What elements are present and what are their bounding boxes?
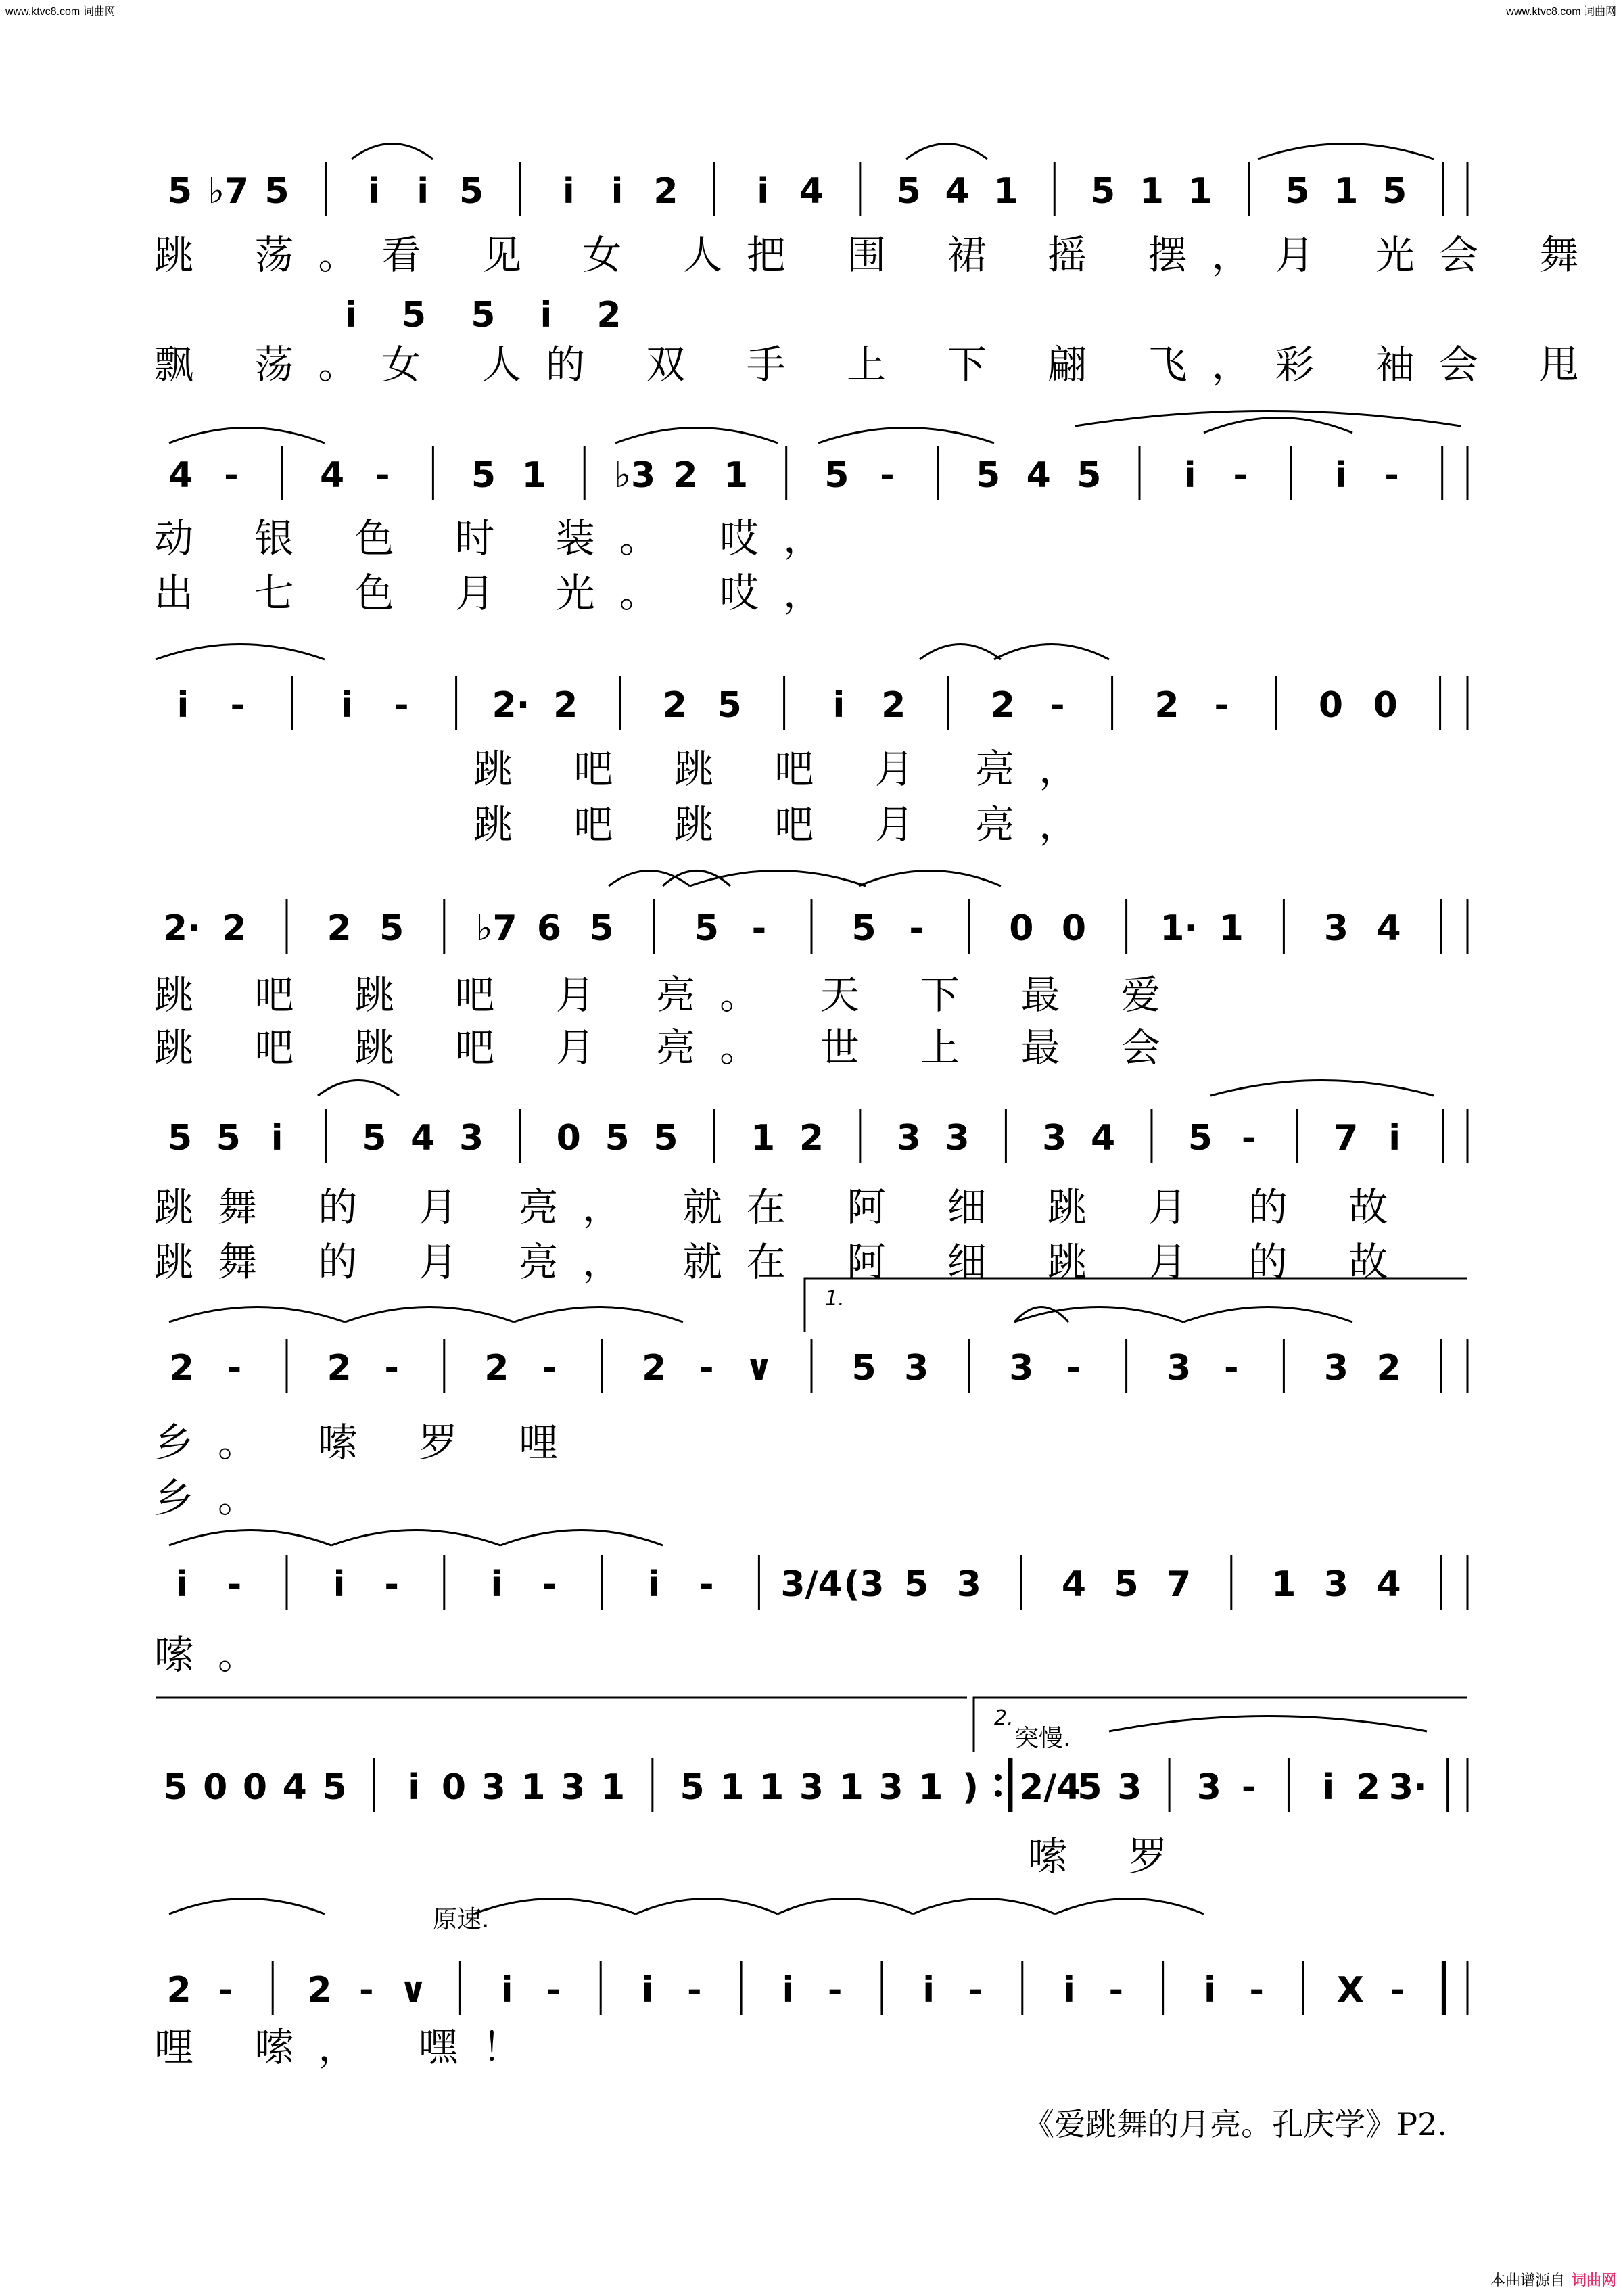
note: ∨	[398, 1970, 428, 2011]
note: 4	[410, 1118, 436, 1158]
note: 3	[1323, 1348, 1349, 1388]
note: 1	[521, 455, 546, 496]
lyrics-s7: 嗦。	[154, 1632, 282, 1678]
repeat-dot	[995, 1774, 1002, 1781]
lyrics-s5-v2: 跳舞 的 月 亮， 就在 阿 细 跳 月 的 故	[154, 1239, 1413, 1285]
note: 4	[1026, 455, 1051, 496]
footer-site-logo: 词曲网	[1571, 2272, 1616, 2289]
slur	[859, 871, 1001, 887]
note: -	[384, 1348, 399, 1388]
note: -	[1050, 685, 1065, 726]
note: 3	[481, 1767, 506, 1808]
note: i	[641, 1970, 654, 2011]
lyrics-s2-v1: 动 银 色 时 装。 哎，	[154, 515, 847, 561]
note: 5	[264, 171, 289, 212]
note: 1	[1219, 908, 1244, 949]
note: -	[699, 1348, 714, 1388]
note: 5	[904, 1564, 929, 1605]
lyrics-s6-v2: 乡。	[154, 1475, 282, 1521]
volta-bracket	[805, 1278, 1467, 1332]
slur	[1014, 1307, 1183, 1323]
footer-source-label: 本曲谱源自	[1490, 2272, 1565, 2289]
note: 2/4	[1019, 1767, 1081, 1808]
note: 5	[589, 908, 614, 949]
note: 4	[799, 171, 824, 212]
note: -	[542, 1564, 557, 1605]
extra-notes-s1: i 5 5 i 2	[345, 295, 638, 335]
repeat-dot	[995, 1790, 1002, 1797]
slur	[500, 1530, 663, 1546]
note: 1	[1334, 171, 1359, 212]
note: 1	[521, 1767, 546, 1808]
note: ♭3	[614, 455, 656, 496]
slur	[1210, 1081, 1434, 1096]
note: 5	[1091, 171, 1116, 212]
note: X	[1336, 1970, 1364, 2011]
note: 1	[759, 1767, 784, 1808]
slur	[331, 1530, 500, 1546]
note: 2·	[162, 908, 201, 949]
note: 1	[600, 1767, 626, 1808]
slur	[1204, 418, 1352, 434]
volta-number: 2.	[994, 1706, 1014, 1730]
note: 4	[1376, 1564, 1401, 1605]
slur	[1258, 144, 1434, 160]
note: 0	[242, 1767, 268, 1808]
note: 3	[896, 1118, 921, 1158]
slur	[609, 871, 690, 887]
note: -	[1249, 1970, 1265, 2011]
note: 5	[851, 1348, 876, 1388]
lyrics-s1-v2: 飘 荡。女 人的 双 手 上 下 翩 飞，彩 袖会 甩	[154, 342, 1603, 388]
note: -	[1066, 1348, 1081, 1388]
note: 1	[1271, 1564, 1296, 1605]
note: 2	[166, 1970, 191, 2011]
slur	[615, 428, 778, 444]
slur	[473, 1899, 636, 1915]
note: 5	[1077, 455, 1102, 496]
note: 5	[1285, 171, 1310, 212]
note: ∨	[745, 1348, 774, 1388]
note: -	[394, 685, 409, 726]
note: 3	[799, 1767, 824, 1808]
note: 5	[322, 1767, 347, 1808]
note: 2	[222, 908, 247, 949]
note: i	[1183, 455, 1196, 496]
tempo-sudden-slow: 突慢.	[1014, 1725, 1071, 1752]
note: 2·	[492, 685, 530, 726]
note: -	[1384, 455, 1399, 496]
slur	[1183, 1307, 1352, 1323]
slur	[514, 1307, 683, 1323]
slur	[352, 144, 433, 160]
note: 5	[976, 455, 1001, 496]
note: -	[230, 685, 245, 726]
note: 0	[1373, 685, 1398, 726]
lyrics-s9: 哩 嗦， 嘿！	[154, 2024, 546, 2070]
note: 3	[458, 1118, 484, 1158]
note: 1·	[1160, 908, 1198, 949]
note: 4	[1091, 1118, 1116, 1158]
note: (3	[843, 1564, 885, 1605]
note: 2	[1376, 1348, 1401, 1388]
note: i	[757, 171, 770, 212]
header-left-logo: 词曲网	[83, 6, 116, 18]
slur	[906, 144, 987, 160]
note: i	[1063, 1970, 1075, 2011]
note: i	[270, 1118, 283, 1158]
note: 2	[327, 908, 352, 949]
note: -	[751, 908, 767, 949]
lyrics-s8: 嗦 罗	[1028, 1833, 1192, 1879]
note: i	[832, 685, 845, 726]
note: 5	[694, 908, 719, 949]
note: 5	[163, 1767, 188, 1808]
note: 3	[1042, 1118, 1067, 1158]
slur	[994, 645, 1109, 660]
note: 3	[956, 1564, 981, 1605]
note: 2	[327, 1348, 352, 1388]
note: ♭7	[208, 171, 250, 212]
note: -	[1241, 1118, 1256, 1158]
slur	[778, 1899, 913, 1915]
note: 0	[556, 1118, 581, 1158]
lyrics-s3-v1: 跳 吧 跳 吧 月 亮，	[473, 746, 1103, 792]
volta-number: 1.	[825, 1287, 845, 1311]
note: 4	[1061, 1564, 1087, 1605]
note: 5	[717, 685, 742, 726]
note: 3	[561, 1767, 586, 1808]
slur	[1055, 1899, 1204, 1915]
note: 6	[536, 908, 562, 949]
note: 5	[1114, 1564, 1139, 1605]
note: 3	[1167, 1348, 1192, 1388]
note: i	[611, 171, 624, 212]
note: i	[1322, 1767, 1335, 1808]
note: -	[542, 1348, 557, 1388]
note: i	[562, 171, 575, 212]
lyrics-s4-v2: 跳 吧 跳 吧 月 亮。 世 上 最 会	[154, 1025, 1185, 1071]
note: 2	[662, 685, 688, 726]
note: i	[341, 685, 353, 726]
note: -	[686, 1970, 702, 2011]
note: i	[490, 1564, 503, 1605]
note: i	[1388, 1118, 1401, 1158]
note: 2	[1355, 1767, 1381, 1808]
note: 3	[1009, 1348, 1034, 1388]
note: ♭7	[476, 908, 517, 949]
note: 3	[945, 1118, 970, 1158]
note: 1	[993, 171, 1018, 212]
slur	[690, 871, 866, 887]
slur	[345, 1307, 514, 1323]
note: 5	[167, 1118, 193, 1158]
header-right-logo: 词曲网	[1583, 6, 1616, 18]
note: 4	[282, 1767, 307, 1808]
slur	[169, 1899, 325, 1915]
note: 4	[945, 171, 970, 212]
note: 7	[1334, 1118, 1359, 1158]
note: 1	[723, 455, 749, 496]
note: i	[782, 1970, 795, 2011]
note: 3·	[1388, 1767, 1427, 1808]
note: i	[175, 1564, 188, 1605]
note: 0	[1009, 908, 1034, 949]
note: -	[1214, 685, 1229, 726]
header-left-site: www.ktvc8.com	[5, 6, 80, 18]
note: 3	[904, 1348, 929, 1388]
note: -	[699, 1564, 714, 1605]
note: 5	[824, 455, 849, 496]
note: 2	[673, 455, 698, 496]
note: -	[1108, 1970, 1124, 2011]
slur	[913, 1899, 1055, 1915]
note: i	[177, 685, 189, 726]
note: -	[218, 1970, 233, 2011]
note: 5	[362, 1118, 387, 1158]
note: )	[962, 1767, 979, 1808]
slur	[318, 1081, 399, 1096]
score-credit: 《爱跳舞的月亮。孔庆学》P2.	[1023, 2106, 1447, 2142]
note: 2	[553, 685, 578, 726]
note: 4	[168, 455, 193, 496]
note: -	[384, 1564, 399, 1605]
note: 2	[653, 171, 678, 212]
slur	[169, 1307, 345, 1323]
note: 2	[799, 1118, 824, 1158]
slur	[156, 645, 325, 660]
note: i	[648, 1564, 661, 1605]
note: 0	[1318, 685, 1344, 726]
slur	[920, 645, 1001, 660]
lyrics-s5-v1: 跳舞 的 月 亮， 就在 阿 细 跳 月 的 故	[154, 1184, 1413, 1230]
note: 2	[1154, 685, 1179, 726]
note: 7	[1167, 1564, 1192, 1605]
note: 5	[851, 908, 876, 949]
note: i	[922, 1970, 935, 2011]
note: -	[1224, 1348, 1239, 1388]
note: 4	[320, 455, 345, 496]
note: 5	[605, 1118, 630, 1158]
note: 1	[1139, 171, 1165, 212]
slur	[1109, 1716, 1427, 1732]
note: 3	[1323, 908, 1349, 949]
note: -	[227, 1564, 242, 1605]
note: 5	[379, 908, 404, 949]
note: -	[375, 455, 390, 496]
note: -	[1241, 1767, 1256, 1808]
note: 1	[751, 1118, 776, 1158]
note: -	[968, 1970, 983, 2011]
note: 2	[642, 1348, 667, 1388]
note: 5	[167, 171, 193, 212]
note: -	[880, 455, 895, 496]
lyrics-s6-v1: 乡。 嗦 罗 哩	[154, 1420, 583, 1466]
note: -	[827, 1970, 843, 2011]
header-right-site: www.ktvc8.com	[1506, 6, 1581, 18]
note: 1	[720, 1767, 745, 1808]
note: 5	[1382, 171, 1407, 212]
note: 0	[441, 1767, 467, 1808]
note: 3/4	[780, 1564, 843, 1605]
slur	[818, 428, 994, 444]
note: 1	[839, 1767, 864, 1808]
note: 5	[1187, 1118, 1213, 1158]
note: 5	[1077, 1767, 1102, 1808]
note: 5	[458, 171, 484, 212]
note: 1	[1187, 171, 1213, 212]
note: 2	[990, 685, 1016, 726]
note: i	[368, 171, 381, 212]
note: i	[417, 171, 429, 212]
note: -	[358, 1970, 374, 2011]
note: -	[1390, 1970, 1405, 2011]
footer-logo	[1490, 2269, 1616, 2290]
note: 3	[1117, 1767, 1142, 1808]
note: 0	[1061, 908, 1087, 949]
note: -	[227, 1348, 242, 1388]
note: 3	[878, 1767, 903, 1808]
lyrics-s4-v1: 跳 吧 跳 吧 月 亮。 天 下 最 爱	[154, 972, 1185, 1018]
lyrics-s3-v2: 跳 吧 跳 吧 月 亮，	[473, 801, 1103, 847]
note: 0	[203, 1767, 228, 1808]
note: i	[1204, 1970, 1216, 2011]
note: i	[333, 1564, 346, 1605]
note: 2	[169, 1348, 194, 1388]
note: 2	[484, 1348, 509, 1388]
note: 1	[918, 1767, 943, 1808]
note: -	[224, 455, 239, 496]
note: 4	[1376, 908, 1401, 949]
note: 5	[471, 455, 496, 496]
note: i	[1335, 455, 1348, 496]
note: 5	[680, 1767, 705, 1808]
note: -	[546, 1970, 561, 2011]
note: i	[500, 1970, 513, 2011]
note: i	[408, 1767, 421, 1808]
note: 5	[653, 1118, 678, 1158]
note: 3	[1323, 1564, 1349, 1605]
note: -	[1233, 455, 1248, 496]
slur	[169, 428, 325, 444]
tempo-original: 原速.	[433, 1906, 490, 1934]
note: 2	[307, 1970, 332, 2011]
slur	[169, 1530, 331, 1546]
note: 3	[1196, 1767, 1221, 1808]
note: 5	[216, 1118, 241, 1158]
slur	[636, 1899, 778, 1915]
lyrics-s1-v1: 跳 荡。看 见 女 人把 围 裙 摇 摆，月 光会 舞	[154, 232, 1603, 278]
note: -	[909, 908, 924, 949]
note: 5	[896, 171, 921, 212]
note: 2	[881, 685, 906, 726]
lyrics-s2-v2: 出 七 色 月 光。 哎，	[154, 570, 847, 616]
